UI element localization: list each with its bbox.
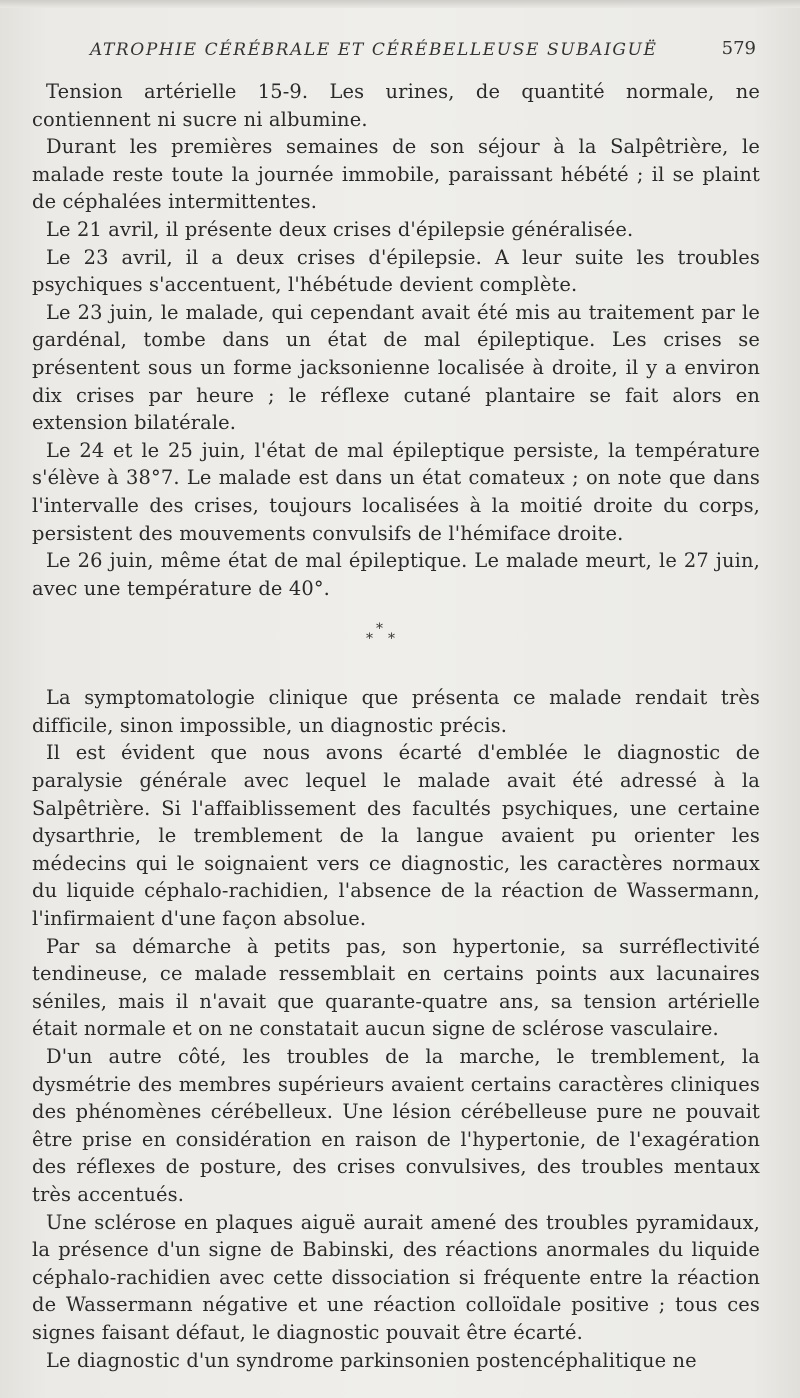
paragraph-21-april: Le 21 avril, il présente deux crises d'épilepsie généralisée.	[46, 217, 634, 241]
paragraph-24-25-june: Le 24 et le 25 juin, l'état de mal épileptique persiste, la température s'élève à 38°7. Le malade est dans un état comateux ; on note que dans l'intervalle des crises, toujours localisées à la moitié droite du corps, persistent des mouvements convulsifs de l'hémiface droite.	[32, 438, 760, 545]
page-number: 579	[721, 38, 756, 59]
paragraph-26-june: Le 26 juin, même état de mal épileptique. Le malade meurt, le 27 juin, avec une température de 40°.	[32, 549, 760, 600]
running-head	[90, 40, 770, 74]
paragraph-first-weeks: Durant les premières semaines de son séjour à la Salpêtrière, le malade reste toute la journée immobile, paraissant hébété ; il se plaint de céphalées intermittentes.	[32, 135, 760, 214]
paragraph-cerebellar: D'un autre côté, les troubles de la marche, le tremblement, la dysmétrie des membres supérieurs avaient certains caractères cliniques des phénomènes cérébelleux. Une lésion cérébelleuse pure ne pouvait être prise en considération en raison de l'hypertonie, de l'exagération des réflexes de posture, des crises convulsives, des troubles mentaux très accentués.	[32, 1045, 760, 1206]
paragraph-general-paralysis: Il est évident que nous avons écarté d'emblée le diagnostic de paralysie générale avec lequel le malade avait été adressé à la Salpêtrière. Si l'affaiblissement des facultés psychiques, une certaine dysarthrie, le tremblement de la langue avaient pu orienter les médecins qui le soignaient vers ce diagnostic, les caractères normaux du liquide céphalo-rachidien, l'absence de la réaction de Wassermann, l'infirmaient d'une façon absolue.	[32, 741, 760, 931]
asterism-star-left: *	[366, 631, 374, 648]
paragraph-parkinsonian: Le diagnostic d'un syndrome parkinsonien postencéphalitique ne	[46, 1348, 697, 1372]
running-head-title: ATROPHIE CÉRÉBRALE ET CÉRÉBELLEUSE SUBAIGUË	[90, 40, 658, 60]
paragraph-23-april: Le 23 avril, il a deux crises d'épilepsie. A leur suite les troubles psychiques s'accentuent, l'hébétude devient complète.	[32, 245, 760, 297]
paragraph-symptomatology: La symptomatologie clinique que présenta ce malade rendait très difficile, sinon impossible, un diagnostic précis.	[32, 686, 760, 737]
asterism-star-right: *	[388, 631, 396, 648]
paragraph-multiple-sclerosis: Une sclérose en plaques aiguë aurait amené des troubles pyramidaux, la présence d'un signe de Babinski, des réactions anormales du liquide céphalo-rachidien avec cette dissociation si fréquente entre la réaction de Wassermann négative et une réaction colloïdale positive ; tous ces signes faisant défaut, le diagnostic pouvait être écarté.	[32, 1210, 760, 1344]
paragraph-23-june: Le 23 juin, le malade, qui cependant avait été mis au traitement par le gardénal, tombe dans un état de mal épileptique. Les crises se présentent sous un forme jacksonienne localisée à droite, il y a environ dix crises par heure ; le réflexe cutané plantaire se fait alors en extension bilatérale.	[32, 300, 760, 435]
page-top-edge	[0, 0, 800, 8]
paragraph-blood-pressure: Tension artérielle 15-9. Les urines, de quantité normale, ne contiennent ni sucre ni albumine.	[32, 80, 760, 131]
body-text	[32, 78, 760, 1374]
asterism-separator	[32, 604, 760, 684]
asterism-star-top: *	[376, 621, 384, 638]
paragraph-small-steps: Par sa démarche à petits pas, son hypertonie, sa surréflectivité tendineuse, ce malade ressemblait en certains points aux lacunaires séniles, mais il n'avait que quarante-quatre ans, sa tension artérielle était normale et on ne constatait aucun signe de sclérose vasculaire.	[32, 934, 760, 1041]
